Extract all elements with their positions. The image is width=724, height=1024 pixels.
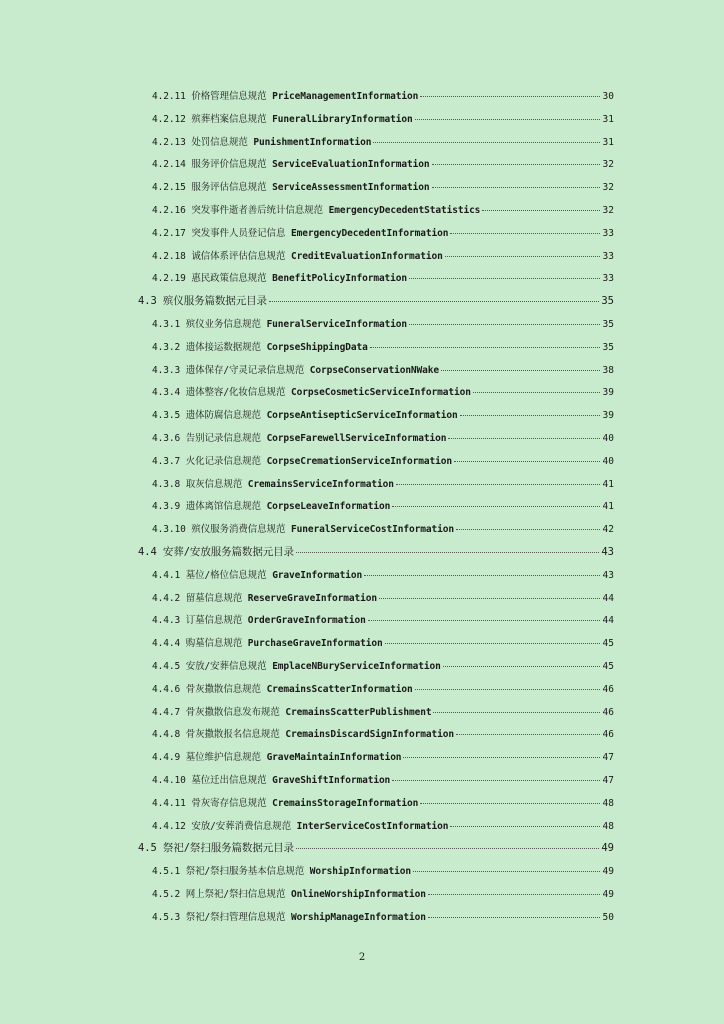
- toc-entry-title: 祭祀/祭扫服务基本信息规范: [185, 866, 305, 878]
- toc-entry-title: 购墓信息规范: [185, 638, 243, 650]
- toc-entry[interactable]: [0, 111, 724, 134]
- toc-entry-label: [152, 384, 471, 398]
- toc-entry-page: 46: [602, 706, 614, 718]
- toc-entry[interactable]: [0, 818, 724, 841]
- toc-entry-english-name: CremainsScatterInformation: [266, 683, 413, 695]
- toc-entry-english-name: ServiceEvaluationInformation: [272, 159, 430, 171]
- toc-entry-page: 49: [602, 866, 614, 878]
- toc-entry-title: 遗体接运数据规范: [185, 341, 261, 353]
- toc-entry-number: 4.4.5: [152, 660, 181, 672]
- toc-entry-label: [152, 772, 390, 786]
- dot-leader: [460, 415, 600, 416]
- toc-entry-page: 39: [602, 387, 614, 399]
- toc-entry-label: [138, 544, 294, 559]
- toc-entry-label: [152, 88, 418, 102]
- toc-entry-label: [152, 498, 390, 512]
- toc-entry-title: 取灰信息规范: [185, 478, 243, 490]
- toc-entry-title: 安放/安葬信息规范: [185, 660, 267, 672]
- toc-entry-title: 遗体离馆信息规范: [185, 501, 261, 513]
- toc-entry-number: 4.2.16: [152, 204, 186, 216]
- toc-entry-page: 47: [602, 774, 614, 786]
- dot-leader: [473, 392, 600, 393]
- toc-entry-english-name: PunishmentInformation: [253, 136, 372, 148]
- toc-entry-label: [152, 612, 366, 626]
- toc-entry-title: 殡仪服务消费信息规范: [191, 524, 286, 536]
- toc-entry-english-name: CorpseLeaveInformation: [266, 501, 391, 513]
- toc-entry-english-name: OnlineWorshipInformation: [290, 888, 426, 900]
- dot-leader: [482, 210, 600, 211]
- toc-entry[interactable]: [0, 270, 724, 293]
- dot-leader: [454, 461, 600, 462]
- toc-entry-number: 4.2.19: [152, 273, 186, 285]
- toc-entry-label: [152, 225, 448, 239]
- toc-entry-title: 祭祀/祭扫服务篇数据元目录: [162, 842, 294, 855]
- toc-entry-number: 4.4.10: [152, 774, 186, 786]
- dot-leader: [448, 438, 600, 439]
- page-number: 2: [358, 952, 366, 963]
- toc-entry-page: 43: [601, 545, 614, 558]
- toc-entry-number: 4.5.3: [152, 911, 181, 923]
- toc-entry-page: 49: [601, 842, 614, 855]
- toc-entry-page: 42: [602, 524, 614, 536]
- table-of-contents: [0, 88, 724, 931]
- toc-entry-number: 4.4.9: [152, 752, 181, 764]
- dot-leader: [420, 96, 600, 97]
- toc-entry-number: 4.3.3: [152, 364, 181, 376]
- toc-entry-page: 33: [602, 250, 614, 262]
- toc-entry-page: 39: [602, 410, 614, 422]
- toc-entry-number: 4.5.1: [152, 866, 181, 878]
- toc-entry-title: 突发事件人员登记信息: [191, 227, 286, 239]
- toc-entry-label: [152, 749, 401, 763]
- toc-entry-english-name: CremainsDiscardSignInformation: [285, 729, 454, 741]
- toc-entry-page: 44: [602, 615, 614, 627]
- toc-entry-number: 4.5: [138, 842, 157, 855]
- dot-leader: [415, 689, 600, 690]
- toc-entry[interactable]: [0, 476, 724, 499]
- toc-entry-english-name: CremainsScatterPublishment: [285, 706, 432, 718]
- toc-entry-number: 4.2.12: [152, 113, 186, 125]
- toc-entry-number: 4.4.11: [152, 797, 186, 809]
- toc-entry[interactable]: [0, 909, 724, 932]
- toc-entry-label: [152, 202, 480, 216]
- toc-entry-title: 诚信体系评估信息规范: [191, 250, 286, 262]
- toc-entry-title: 骨灰寄存信息规范: [191, 797, 267, 809]
- dot-leader: [415, 119, 600, 120]
- toc-entry-page: 48: [602, 797, 614, 809]
- toc-section-heading[interactable]: [0, 544, 724, 567]
- toc-entry-label: [152, 134, 371, 148]
- toc-entry-english-name: GraveMaintainInformation: [266, 752, 402, 764]
- toc-entry-number: 4.3.9: [152, 501, 181, 513]
- toc-entry-page: 50: [602, 911, 614, 923]
- dot-leader: [443, 666, 600, 667]
- toc-entry-label: [152, 407, 458, 421]
- toc-entry-english-name: GraveInformation: [272, 569, 363, 581]
- toc-entry-english-name: WorshipInformation: [309, 866, 411, 878]
- toc-entry-number: 4.3: [138, 295, 157, 308]
- dot-leader: [445, 256, 600, 257]
- toc-entry-number: 4.3.6: [152, 432, 181, 444]
- toc-entry-english-name: WorshipManageInformation: [290, 911, 426, 923]
- toc-entry[interactable]: [0, 156, 724, 179]
- toc-entry[interactable]: [0, 225, 724, 248]
- toc-entry[interactable]: [0, 886, 724, 909]
- toc-entry[interactable]: [0, 590, 724, 613]
- toc-entry-title: 殡仪业务信息规范: [185, 318, 261, 330]
- dot-leader: [392, 506, 600, 507]
- dot-leader: [456, 529, 600, 530]
- toc-section-heading[interactable]: [0, 840, 724, 863]
- toc-entry[interactable]: [0, 498, 724, 521]
- toc-entry-title: 价格管理信息规范: [191, 91, 267, 102]
- toc-entry-title: 留墓信息规范: [185, 592, 243, 604]
- toc-entry-page: 31: [602, 136, 614, 148]
- dot-leader: [364, 575, 600, 576]
- toc-entry-english-name: CorpseShippingData: [266, 341, 368, 353]
- toc-entry-english-name: FuneralLibraryInformation: [272, 113, 413, 125]
- dot-leader: [420, 803, 600, 804]
- toc-entry-english-name: GraveShiftInformation: [272, 774, 391, 786]
- toc-entry-page: 31: [602, 113, 614, 125]
- toc-entry-english-name: CorpseFarewellServiceInformation: [266, 432, 447, 444]
- toc-entry-label: [152, 111, 413, 125]
- toc-entry-page: 41: [602, 501, 614, 513]
- toc-entry-title: 遗体防腐信息规范: [185, 410, 261, 422]
- dot-leader: [370, 347, 600, 348]
- dot-leader: [413, 871, 600, 872]
- dot-leader: [428, 917, 600, 918]
- toc-entry-page: 32: [602, 159, 614, 171]
- toc-entry-number: 4.2.17: [152, 227, 186, 239]
- toc-entry-number: 4.4: [138, 545, 157, 558]
- toc-entry-page: 40: [602, 455, 614, 467]
- toc-entry-label: [152, 704, 431, 718]
- toc-entry-number: 4.3.10: [152, 524, 186, 536]
- toc-entry-number: 4.3.5: [152, 410, 181, 422]
- toc-entry-label: [152, 818, 448, 832]
- toc-entry-title: 安葬/安放服务篇数据元目录: [162, 545, 294, 558]
- toc-entry-number: 4.3.8: [152, 478, 181, 490]
- toc-entry-label: [152, 681, 413, 695]
- toc-entry-page: 32: [602, 182, 614, 194]
- toc-entry-title: 安放/安葬消费信息规范: [191, 820, 291, 832]
- toc-entry[interactable]: [0, 772, 724, 795]
- toc-entry-number: 4.4.1: [152, 569, 181, 581]
- toc-entry-label: [152, 270, 407, 284]
- dot-leader: [428, 894, 600, 895]
- dot-leader: [296, 848, 599, 849]
- toc-entry-label: [152, 795, 418, 809]
- toc-entry-english-name: ReserveGraveInformation: [247, 592, 378, 604]
- toc-entry-number: 4.4.4: [152, 638, 181, 650]
- dot-leader: [409, 324, 600, 325]
- toc-entry-number: 4.3.4: [152, 387, 181, 399]
- toc-entry[interactable]: [0, 407, 724, 430]
- toc-entry-label: [152, 863, 411, 877]
- toc-entry-number: 4.3.7: [152, 455, 181, 467]
- toc-entry-page: 35: [602, 341, 614, 353]
- toc-entry-number: 4.3.1: [152, 318, 181, 330]
- dot-leader: [368, 620, 600, 621]
- toc-entry-label: [152, 430, 446, 444]
- toc-entry-english-name: EmplaceNBuryServiceInformation: [272, 660, 441, 672]
- toc-entry-number: 4.2.13: [152, 136, 186, 148]
- toc-entry-title: 告别记录信息规范: [185, 432, 261, 444]
- toc-entry-label: [152, 726, 454, 740]
- toc-entry-number: 4.4.3: [152, 615, 181, 627]
- toc-entry-page: 33: [602, 227, 614, 239]
- toc-entry-title: 惠民政策信息规范: [191, 273, 267, 285]
- toc-entry-title: 骨灰撒散信息发布规范: [185, 706, 280, 718]
- toc-entry[interactable]: [0, 202, 724, 225]
- toc-entry-label: [152, 658, 441, 672]
- dot-leader: [433, 712, 600, 713]
- toc-entry[interactable]: [0, 681, 724, 704]
- toc-entry-page: 35: [601, 295, 614, 308]
- toc-entry-page: 32: [602, 204, 614, 216]
- toc-entry[interactable]: [0, 521, 724, 544]
- toc-entry-title: 突发事件逝者善后统计信息规范: [191, 204, 323, 216]
- toc-entry-page: 40: [602, 432, 614, 444]
- toc-entry-english-name: CremainsStorageInformation: [272, 797, 419, 809]
- toc-entry-english-name: CorpseCosmeticServiceInformation: [290, 387, 471, 399]
- toc-entry-title: 殡仪服务篇数据元目录: [162, 295, 267, 308]
- toc-entry-label: [152, 886, 426, 900]
- toc-entry[interactable]: [0, 726, 724, 749]
- toc-entry-page: 45: [602, 638, 614, 650]
- toc-entry-label: [152, 476, 394, 490]
- toc-entry-number: 4.4.7: [152, 706, 181, 718]
- toc-entry-label: [152, 179, 430, 193]
- toc-entry-number: 4.2.15: [152, 182, 186, 194]
- toc-entry-page: 46: [602, 729, 614, 741]
- dot-leader: [432, 164, 600, 165]
- toc-entry-label: [152, 453, 452, 467]
- toc-entry[interactable]: [0, 863, 724, 886]
- toc-entry-english-name: OrderGraveInformation: [247, 615, 366, 627]
- dot-leader: [450, 233, 600, 234]
- toc-entry-label: [152, 362, 439, 376]
- toc-entry-title: 遗体保存/守灵记录信息规范: [185, 364, 305, 376]
- toc-entry-english-name: EmergencyDecedentInformation: [290, 227, 449, 239]
- toc-entry[interactable]: [0, 635, 724, 658]
- toc-entry[interactable]: [0, 179, 724, 202]
- toc-entry-number: 4.2.14: [152, 159, 186, 171]
- toc-entry[interactable]: [0, 339, 724, 362]
- toc-entry[interactable]: [0, 612, 724, 635]
- dot-leader: [385, 643, 600, 644]
- toc-entry-page: 35: [602, 318, 614, 330]
- toc-entry-title: 订墓信息规范: [185, 615, 243, 627]
- toc-entry-english-name: CorpseCremationServiceInformation: [266, 455, 453, 467]
- toc-entry[interactable]: [0, 704, 724, 727]
- toc-entry-english-name: FuneralServiceCostInformation: [290, 524, 454, 536]
- toc-entry-title: 殡葬档案信息规范: [191, 113, 267, 125]
- toc-entry-label: [152, 909, 426, 923]
- toc-entry-title: 骨灰撒散信息规范: [185, 683, 261, 695]
- dot-leader: [403, 757, 600, 758]
- toc-entry[interactable]: [0, 248, 724, 271]
- toc-entry-english-name: EmergencyDecedentStatistics: [328, 204, 481, 216]
- toc-entry-title: 遗体整容/化妆信息规范: [185, 387, 286, 399]
- toc-entry-label: [152, 567, 362, 581]
- toc-entry-page: 49: [602, 888, 614, 900]
- toc-entry-english-name: FuneralServiceInformation: [266, 318, 408, 330]
- toc-entry-number: 4.4.6: [152, 683, 181, 695]
- toc-entry-page: 45: [602, 660, 614, 672]
- dot-leader: [296, 552, 599, 553]
- toc-entry-page: 44: [602, 592, 614, 604]
- toc-entry-number: 4.5.2: [152, 888, 181, 900]
- toc-entry-number: 4.3.2: [152, 341, 181, 353]
- toc-entry-number: 4.4.2: [152, 592, 181, 604]
- toc-entry-label: [152, 156, 430, 170]
- toc-entry[interactable]: [0, 567, 724, 590]
- toc-entry-title: 墓位维护信息规范: [185, 752, 261, 764]
- toc-entry[interactable]: [0, 795, 724, 818]
- dot-leader: [409, 278, 600, 279]
- dot-leader: [269, 301, 599, 302]
- toc-entry-page: 46: [602, 683, 614, 695]
- toc-entry[interactable]: [0, 362, 724, 385]
- toc-entry-title: 服务评估信息规范: [191, 182, 267, 194]
- toc-entry-label: [152, 590, 377, 604]
- dot-leader: [373, 142, 600, 143]
- toc-entry-english-name: PurchaseGraveInformation: [247, 638, 383, 650]
- toc-entry[interactable]: [0, 88, 724, 111]
- toc-section-heading[interactable]: [0, 293, 724, 316]
- toc-entry-label: [152, 339, 368, 353]
- dot-leader: [392, 780, 600, 781]
- toc-entry[interactable]: [0, 384, 724, 407]
- toc-entry-number: 4.4.12: [152, 820, 186, 832]
- toc-entry-english-name: InterServiceCostInformation: [296, 820, 449, 832]
- toc-entry-number: 4.4.8: [152, 729, 181, 741]
- dot-leader: [379, 598, 600, 599]
- dot-leader: [432, 187, 600, 188]
- toc-entry[interactable]: [0, 430, 724, 453]
- toc-entry-title: 处罚信息规范: [191, 136, 248, 148]
- toc-entry-label: [152, 521, 454, 535]
- toc-entry-label: [152, 316, 407, 330]
- toc-entry-title: 火化记录信息规范: [185, 455, 261, 467]
- toc-entry-title: 墓位迁出信息规范: [191, 774, 267, 786]
- toc-entry-page: 43: [602, 569, 614, 581]
- toc-entry-title: 网上祭祀/祭扫信息规范: [185, 888, 286, 900]
- toc-entry[interactable]: [0, 316, 724, 339]
- toc-entry-title: 服务评价信息规范: [191, 159, 267, 171]
- dot-leader: [396, 484, 600, 485]
- dot-leader: [441, 370, 600, 371]
- toc-entry-english-name: PriceManagementInformation: [272, 91, 419, 102]
- toc-entry[interactable]: [0, 658, 724, 681]
- toc-entry-label: [152, 635, 383, 649]
- dot-leader: [456, 734, 600, 735]
- toc-entry-english-name: CreditEvaluationInformation: [290, 250, 443, 262]
- toc-entry-page: 30: [602, 91, 614, 102]
- toc-entry-number: 4.2.18: [152, 250, 186, 262]
- toc-entry[interactable]: [0, 453, 724, 476]
- toc-entry-english-name: CorpseAntisepticServiceInformation: [266, 410, 458, 422]
- toc-entry-title: 墓位/格位信息规范: [185, 569, 267, 581]
- toc-entry-english-name: BenefitPolicyInformation: [272, 273, 408, 285]
- toc-entry-label: [138, 293, 267, 308]
- toc-entry-label: [152, 248, 443, 262]
- toc-entry-page: 33: [602, 273, 614, 285]
- dot-leader: [450, 826, 600, 827]
- toc-entry-title: 骨灰撒散报名信息规范: [185, 729, 280, 741]
- toc-entry-label: [138, 840, 294, 855]
- toc-entry-english-name: CremainsServiceInformation: [247, 478, 394, 490]
- toc-entry[interactable]: [0, 749, 724, 772]
- toc-entry-page: 47: [602, 752, 614, 764]
- toc-entry[interactable]: [0, 134, 724, 157]
- toc-entry-title: 祭祀/祭扫管理信息规范: [185, 911, 286, 923]
- toc-entry-page: 38: [602, 364, 614, 376]
- toc-entry-page: 48: [602, 820, 614, 832]
- toc-entry-english-name: ServiceAssessmentInformation: [272, 182, 430, 194]
- toc-entry-english-name: CorpseConservationNWake: [309, 364, 440, 376]
- toc-entry-page: 41: [602, 478, 614, 490]
- toc-entry-number: 4.2.11: [152, 91, 186, 102]
